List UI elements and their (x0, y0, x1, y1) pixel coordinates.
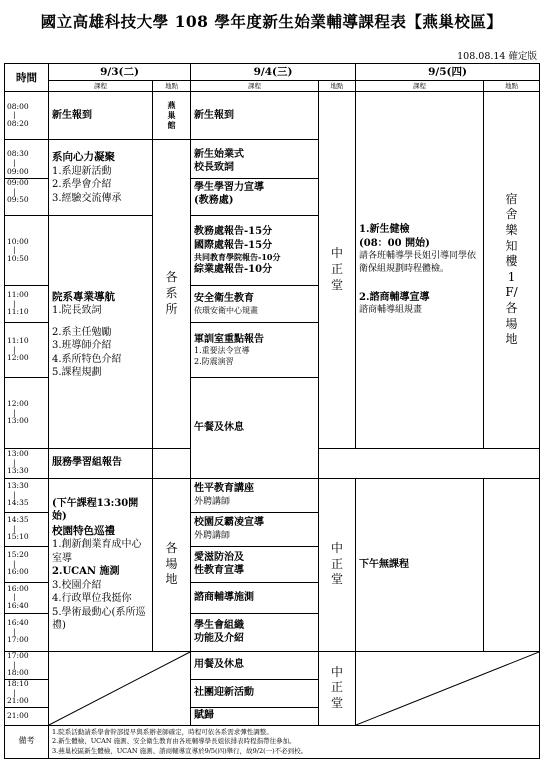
header-course-day1: 課程 (49, 81, 153, 92)
day1-lunch: 午餐及休息 (191, 378, 319, 479)
day1-evening-empty (49, 651, 191, 725)
day2-club-2: 功能及介紹 (194, 633, 245, 645)
note-line-2: 2.新生體檢、UCAN 施測、安全衛生教育由各班輔導學長姐依排表時程指帶往參加。 (52, 737, 296, 746)
day3-health-time: (08：00 開始) (359, 237, 430, 249)
page-title: 國立高雄科技大學 108 學年度新生始業輔導課程表【燕巢校區】 (40, 12, 503, 31)
version-label: 108.08.14 確定版 (457, 51, 537, 62)
day1-dept-item-1: 1.院長致詞 (52, 305, 102, 317)
day1-tour-item-3: 3.校園介紹 (52, 579, 102, 591)
day3-afternoon: 下午無課程 (356, 478, 484, 651)
time-1300-1330: 13:00 | 13:30 (5, 448, 49, 478)
header-course-day2: 課程 (191, 81, 319, 92)
day3-afternoon-loc (484, 478, 540, 651)
day2-service-loc (153, 448, 191, 478)
notes-cell (49, 725, 540, 758)
day2-military-cell (191, 323, 319, 378)
day1-tour-loc: 各場地 (153, 478, 191, 651)
day2-bully-title: 校園反霸凌宣導 (194, 517, 265, 529)
day1-tour-item-5: 5.學術最動心(系所巡禮) (52, 606, 146, 631)
header-loc-day2: 地點 (319, 81, 356, 92)
header-row-days (5, 64, 540, 81)
day2-report-1: 教務處報告-15分 (194, 226, 273, 238)
row-1330 (5, 478, 540, 512)
day1-dept-loc: 各系所 (153, 140, 191, 449)
day2-report-4: 綜業處報告-10分 (194, 263, 273, 275)
day2-aids-cell (191, 546, 319, 582)
day3-counsel-title: 2.諮商輔導宣導 (359, 291, 430, 303)
notes-label: 備考 (5, 725, 49, 758)
day1-dept-title: 院系專業導航 (52, 291, 115, 304)
row-0800 (5, 92, 540, 140)
day2-report-2: 國際處報告-15分 (194, 239, 273, 251)
time-1000-1050: 10:00 | 10:50 (5, 216, 49, 286)
header-course-day3: 課程 (356, 81, 484, 92)
day2-morning-loc: 中正堂 (319, 92, 356, 449)
day2-afternoon-loc: 中正堂 (319, 478, 356, 651)
time-1640-1700: 16:40 | 17:00 (5, 613, 49, 651)
day1-afternoon-time: (下午課程13:30開始) (52, 497, 139, 523)
day2-ceremony-1: 新生始業式 (194, 148, 245, 160)
day2-gender-sub: 外聘講師 (194, 496, 231, 507)
header-row-sub (5, 81, 540, 92)
day3-counsel-sub: 諮商輔導組規畫 (359, 305, 423, 316)
day2-gender-cell (191, 478, 319, 512)
row-notes (5, 725, 540, 758)
day3-health-note: 請各班輔導學長姐引導同學依衛保組規劃時程體檢。 (359, 251, 477, 274)
day1-dept-item-5: 5.課程規劃 (52, 367, 102, 379)
note-line-3: 3.燕巢校區新生體檢、UCAN 施測、諮商輔導宣導於9/5(四)舉行，故9/2(一)不必到校。 (52, 746, 308, 755)
day1-mind-title: 系向心力凝聚 (52, 151, 115, 164)
day1-dept-item-2: 2.系主任勉勵 (52, 326, 112, 338)
day2-club-1: 學生會組織 (194, 619, 245, 631)
day2-safety-sub: 依環安衛中心規畫 (194, 305, 259, 315)
day2-learning-1: 學生學習力宣導 (194, 181, 265, 193)
day2-gender-title: 性平教育講座 (194, 483, 255, 495)
diagonal-line (356, 652, 539, 725)
day2-service-report: 服務學習組報告 (49, 448, 153, 478)
header-loc-day1: 地點 (153, 81, 191, 92)
day2-safety-cell (191, 286, 319, 323)
day3-morning-loc: 宿舍樂知樓1F/各場地 (484, 92, 540, 449)
time-1520-1600: 15:20 | 16:00 (5, 546, 49, 582)
day2-return: 賦歸 (191, 707, 319, 725)
diagonal-line (49, 652, 190, 725)
day2-counsel-test: 諮商輔導施測 (191, 582, 319, 613)
time-1435-1510: 14:35 | 15:10 (5, 512, 49, 546)
time-1100-1110: 11:00 | 11:10 (5, 286, 49, 323)
day3-morning-cell (356, 92, 484, 449)
header-day1: 9/3(二) (49, 64, 191, 81)
day2-ceremony-cell (191, 140, 319, 216)
day1-mind-item-2: 2.系學會介紹 (52, 179, 112, 190)
day2-dinner: 用餐及休息 (191, 651, 319, 679)
schedule-table (4, 63, 540, 759)
day2-club-welcome: 社團迎新活動 (191, 679, 319, 707)
time-1330-1435: 13:30 | 14:35 (5, 478, 49, 512)
day2-reports-cell (191, 216, 319, 286)
day1-mind-item-1: 1.系迎新活動 (52, 165, 112, 177)
time-0800-0820: 08:00 | 08:20 (5, 92, 49, 140)
day2-club-cell (191, 613, 319, 651)
time-2100: 21:00 (5, 707, 49, 725)
day2-military-item-1: 1.重要法令宣導 (194, 346, 250, 356)
day1-tour-item-4: 4.行政單位我挺你 (52, 593, 132, 604)
day1-registration-loc: 燕巢館 (153, 92, 191, 140)
day2-military-title: 軍訓室重點報告 (194, 333, 265, 345)
day1-mind-item-3: 3.經驗交流傳承 (52, 192, 122, 204)
day2-military-item-2: 2.防震演習 (194, 356, 234, 366)
day2-bully-cell (191, 512, 319, 546)
day2-ceremony-2: 校長致詞 (194, 162, 235, 174)
day1-dept-item-4: 4.系所特色介紹 (52, 353, 122, 365)
day1-registration: 新生報到 (49, 92, 153, 140)
header-loc-day3: 地點 (484, 81, 540, 92)
day2-learning-2: (教務處) (194, 195, 234, 207)
day2-safety-title: 安全衛生教育 (194, 293, 255, 305)
row-1700 (5, 651, 540, 679)
day2-bully-sub: 外聘講師 (194, 530, 231, 541)
day3-evening-empty (356, 651, 540, 725)
header-day3: 9/5(四) (356, 64, 540, 81)
time-1110-1200: 11:10 | 12:00 (5, 323, 49, 378)
day2-evening-loc: 中正堂 (319, 651, 356, 725)
day1-tour-cell (49, 478, 153, 651)
day2-aids-1: 愛滋防治及 (194, 551, 245, 563)
time-1810-2100: 18:10 | 21:00 (5, 679, 49, 707)
day2-aids-2: 性教育宣導 (194, 565, 245, 577)
day2-registration: 新生報到 (191, 92, 319, 140)
day1-tour-title: 校園特色巡禮 (52, 524, 115, 537)
day1-mind-cell (49, 140, 153, 216)
day1-dept-cell (49, 216, 153, 449)
day1-dept-item-3: 3.班導師介紹 (52, 340, 112, 352)
time-1700-1800: 17:00 | 18:00 (5, 651, 49, 679)
day1-ucan: 2.UCAN 施測 (52, 566, 120, 577)
day3-health-title: 1.新生健檢 (359, 224, 410, 236)
day1-tour-item-1: 1.創新創業育成中心室導 (52, 539, 142, 564)
time-0830-0950: 08:30 | 09:00 09:00 | 09:50 (5, 140, 49, 216)
header-day2: 9/4(三) (191, 64, 356, 81)
time-1200-1300: 12:00 | 13:00 (5, 378, 49, 449)
day2-report-3: 共同教育學院報告-10分 (194, 252, 281, 263)
note-line-1: 1.院系活動請系學會幹部提早與系辦老師確定，時程可依各系需求彈性調整。 (52, 727, 273, 736)
header-time: 時間 (5, 64, 49, 92)
time-1600-1640: 16:00 | 16:40 (5, 582, 49, 613)
